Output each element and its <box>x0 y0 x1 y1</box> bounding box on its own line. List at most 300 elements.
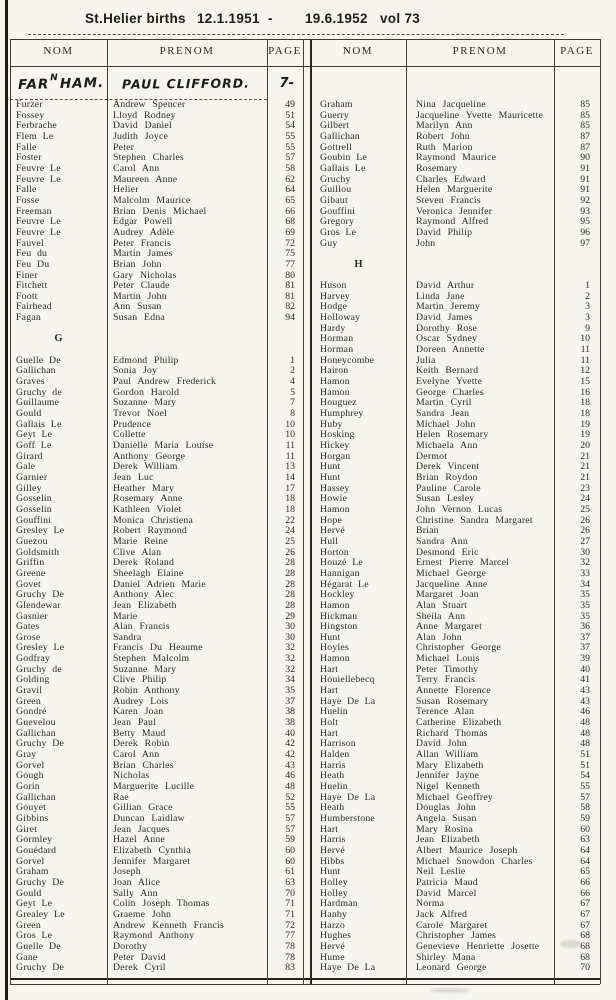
prenom-cell: Patricia Maud <box>416 876 478 888</box>
prenom-cell: Joseph <box>113 866 141 878</box>
page-cell <box>554 260 600 271</box>
nom-cell: Feu du <box>16 248 48 260</box>
nom-cell: Gouédard <box>16 844 57 856</box>
nom-cell: Gormley <box>16 834 53 846</box>
page-cell: 23 <box>580 482 590 494</box>
page-cell: 35 <box>580 599 590 611</box>
nom-cell: Hoyles <box>320 642 349 654</box>
nom-cell: Hosking <box>320 429 355 441</box>
nom-cell: Holt <box>320 717 339 729</box>
page-cell: 58 <box>580 802 590 814</box>
page-cell: 2 <box>585 290 590 302</box>
table-row <box>10 260 303 271</box>
prenom-cell: Nigel Kenneth <box>416 781 481 792</box>
page-cell: 77 <box>285 930 295 942</box>
page-cell: 25 <box>285 535 295 547</box>
prenom-cell: Charles Edward <box>416 173 486 185</box>
prenom-cell: Helier <box>113 184 139 196</box>
page-cell: 68 <box>580 940 590 952</box>
prenom-cell: Clive Philip <box>113 674 167 686</box>
page-cell: 32 <box>580 557 590 569</box>
prenom-cell: David John <box>416 738 467 750</box>
nom-cell: Hamon <box>320 599 350 611</box>
page-cell: 28 <box>285 557 295 569</box>
table-rule-vertical <box>303 39 304 984</box>
nom-cell: Hamon <box>320 376 350 388</box>
page-cell: 69 <box>285 226 295 238</box>
prenom-cell: Dorothy <box>113 940 148 952</box>
page-cell: 64 <box>285 184 295 196</box>
prenom-cell: Douglas John <box>416 802 477 814</box>
page-cell: 8 <box>290 408 295 420</box>
prenom-cell: Susan Rosemary <box>416 695 489 707</box>
table-row <box>311 505 600 516</box>
nom-cell: Hardman <box>320 898 358 910</box>
table-row <box>10 878 303 889</box>
page-cell: 58 <box>285 162 295 174</box>
prenom-cell: David Philip <box>416 226 473 238</box>
nom-cell: Gruchy De <box>16 738 65 750</box>
prenom-cell: Sandra Jean <box>416 408 470 420</box>
page-cell: 10 <box>285 418 295 430</box>
prenom-cell: Stephen Malcolm <box>113 653 190 665</box>
date-range-separator: - <box>268 11 273 26</box>
prenom-cell: Terry Francis <box>416 674 475 686</box>
nom-cell: Finer <box>16 269 38 281</box>
prenom-cell: Peter Timothy <box>416 663 479 675</box>
page-cell: 57 <box>285 823 295 835</box>
nom-cell: Glendewar <box>16 599 61 611</box>
page-cell: 30 <box>285 621 295 633</box>
prenom-cell: Jean Paul <box>113 717 157 729</box>
date-range-start: 12.1.1951 <box>197 11 260 26</box>
nom-cell: Goff Le <box>16 440 52 451</box>
prenom-cell: Danielle Maria Louise <box>113 440 214 451</box>
prenom-cell: Helen Marguerite <box>416 184 493 196</box>
page-cell: 85 <box>580 99 590 110</box>
page-cell: 22 <box>285 514 295 526</box>
prenom-cell: Malcolm Maurice <box>113 194 191 206</box>
page-cell: 39 <box>580 653 590 665</box>
page-cell: 3 <box>585 301 590 313</box>
table-row <box>10 228 303 239</box>
table-row <box>311 441 600 452</box>
nom-cell: Hart <box>320 727 339 739</box>
nom-cell: Gros Le <box>16 930 53 942</box>
prenom-cell: Rae <box>113 791 129 803</box>
page-cell: 28 <box>285 578 295 590</box>
prenom-cell: Marguerite Lucille <box>113 781 195 792</box>
nom-cell: Guelle De <box>16 940 61 952</box>
nom-cell: Gilley <box>16 482 42 494</box>
nom-cell: Hervé <box>320 525 345 537</box>
prenom-cell: Judith Joyce <box>113 130 169 142</box>
prenom-cell: Norma <box>416 898 445 910</box>
nom-cell: Hervé <box>320 844 345 856</box>
prenom-cell: Alan Francis <box>113 621 170 633</box>
nom-cell: Hervé <box>320 940 345 952</box>
nom-cell: Hope <box>320 514 343 526</box>
page-cell: 32 <box>285 642 295 654</box>
prenom-cell: Brian Charles <box>113 759 174 771</box>
page-cell: 63 <box>580 834 590 846</box>
nom-cell: Gorvel <box>16 759 45 771</box>
prenom-cell: Peter David <box>113 951 166 963</box>
page-cell <box>554 249 600 260</box>
nom-cell: Harrison <box>320 738 356 750</box>
page-cell: 18 <box>285 503 295 515</box>
page-cell: 33 <box>580 567 590 579</box>
prenom-cell: Nicholas <box>113 770 150 782</box>
prenom-cell: Ann Susan <box>113 301 162 313</box>
nom-cell: Horgan <box>320 450 351 462</box>
nom-cell: Gresley Le <box>16 525 65 537</box>
nom-cell: Gallichan <box>16 791 56 803</box>
page-cell: 65 <box>285 194 295 206</box>
page-cell: 11 <box>285 450 295 462</box>
nom-cell: Harris <box>320 834 346 846</box>
page-cell: 54 <box>580 770 590 782</box>
page-cell: 81 <box>285 290 295 302</box>
nom-cell: Green <box>16 919 41 931</box>
nom-cell: Garnier <box>16 471 48 483</box>
nom-cell: Goldsmith <box>16 546 60 558</box>
nom-cell: Falle <box>16 141 37 153</box>
page-cell: 37 <box>580 642 590 654</box>
page-cell: 67 <box>580 919 590 931</box>
nom-cell: Huelin <box>320 706 348 718</box>
nom-cell: Hairon <box>320 365 349 377</box>
prenom-cell: Paul Andrew Frederick <box>113 376 217 388</box>
page-cell: 71 <box>285 908 295 920</box>
prenom-cell: Genevieve Henriette Josette <box>416 940 540 952</box>
prenom-cell: Colin Joseph Thomas <box>113 898 210 910</box>
table-row <box>10 420 303 431</box>
prenom-cell: Oscar Sydney <box>416 333 478 345</box>
page-cell: 35 <box>285 685 295 697</box>
table-bottom-rule <box>10 978 600 980</box>
page-cell: 49 <box>285 99 295 110</box>
table-row <box>10 132 303 143</box>
page-cell: 26 <box>285 546 295 558</box>
page-cell: 66 <box>580 887 590 899</box>
prenom-cell: Allan William <box>416 749 479 761</box>
prenom-cell: Richard Thomas <box>416 727 488 739</box>
prenom-cell: Sandra Ann <box>416 535 468 547</box>
handwritten-entry-row <box>10 68 303 99</box>
page-cell: 38 <box>285 717 295 729</box>
column-header-prenom-left: PRENOM <box>159 45 215 57</box>
prenom-cell: Michael Geoffrey <box>416 791 493 803</box>
page-cell: 2 <box>290 365 295 377</box>
page-cell: 15 <box>580 376 590 388</box>
prenom-cell: Duncan Laidlaw <box>113 812 185 824</box>
nom-cell: Gorin <box>16 781 40 792</box>
nom-cell: Hunt <box>320 866 341 878</box>
table-row <box>311 196 600 207</box>
prenom-cell: David Arthur <box>416 280 475 292</box>
page-cell: 21 <box>580 461 590 473</box>
nom-cell: Foster <box>16 152 42 164</box>
table-row <box>311 878 600 889</box>
page-cell <box>554 271 600 282</box>
prenom-cell: Desmond Eric <box>416 546 479 558</box>
table-row <box>311 164 600 175</box>
page-cell: 34 <box>580 578 590 590</box>
prenom-cell: Collette <box>113 429 146 441</box>
page-cell: 67 <box>580 898 590 910</box>
prenom-cell: Peter Francis <box>113 237 172 249</box>
page-cell: 24 <box>285 525 295 537</box>
page-cell: 87 <box>580 141 590 153</box>
prenom-cell: Neil Leslie <box>416 866 466 878</box>
page-cell: 18 <box>580 397 590 409</box>
nom-cell: Hart <box>320 685 339 697</box>
table-row <box>311 228 600 239</box>
nom-cell: Furzer <box>16 99 43 110</box>
nom-cell: Fossey <box>16 109 45 121</box>
nom-cell: Flem Le <box>16 130 54 142</box>
page-title: St.Helier births <box>85 11 186 26</box>
page-cell: 55 <box>285 130 295 142</box>
table-row <box>10 761 303 772</box>
table-row <box>10 334 303 345</box>
prenom-cell: Michael Snowdon Charles <box>416 855 533 867</box>
table-row <box>311 963 600 974</box>
prenom-cell: Robin Anthony <box>113 685 180 697</box>
page-cell: 7 <box>290 397 295 409</box>
page-cell: 29 <box>285 610 295 622</box>
nom-cell: Gallichan <box>16 727 56 739</box>
nom-cell: Gruchy <box>320 173 351 185</box>
prenom-cell: Elizabeth Cynthia <box>113 844 191 856</box>
prenom-cell: Anthony Alec <box>113 589 175 601</box>
prenom-cell: Marie <box>113 610 138 622</box>
page-cell: 36 <box>580 621 590 633</box>
page-cell: 59 <box>285 834 295 846</box>
nom-cell: Gottrell <box>320 141 353 153</box>
page-cell: 78 <box>285 951 295 963</box>
nom-cell: Halden <box>320 749 350 761</box>
nom-cell: Houguez <box>320 397 357 409</box>
prenom-cell: Veronica Jennifer <box>416 205 493 217</box>
nom-cell: Guerry <box>320 109 349 121</box>
nom-cell: Gondré <box>16 706 47 718</box>
prenom-cell: Michael John <box>416 418 476 430</box>
page-cell: 54 <box>285 120 295 132</box>
nom-cell: Gorvel <box>16 855 45 867</box>
prenom-cell: Michael Louis <box>416 653 480 665</box>
nom-cell: Golding <box>16 674 50 686</box>
nom-cell: Gould <box>16 408 42 420</box>
table-row <box>10 313 303 324</box>
table-row <box>10 601 303 612</box>
nom-cell: Geyt Le <box>16 898 53 910</box>
nom-cell: Gould <box>16 887 42 899</box>
page-cell: 68 <box>580 951 590 963</box>
nom-cell: Gros Le <box>320 226 357 238</box>
prenom-cell: Shirley Mana <box>416 951 476 963</box>
prenom-cell <box>406 249 554 260</box>
table-row <box>311 569 600 580</box>
page-cell: 37 <box>580 631 590 643</box>
prenom-cell: Martin John <box>113 290 167 302</box>
prenom-cell: Angela Susan <box>416 812 477 824</box>
page-cell: 35 <box>580 610 590 622</box>
prenom-cell: Christopher James <box>416 930 497 942</box>
prenom-cell <box>107 324 267 335</box>
page-cell: 30 <box>580 546 590 558</box>
nom-cell: Grealey Le <box>16 908 65 920</box>
prenom-cell: Derek William <box>113 461 178 473</box>
nom-cell: Hull <box>320 535 339 547</box>
prenom-cell: Robert John <box>416 130 470 142</box>
prenom-cell: Audrey Adèle <box>113 226 175 238</box>
prenom-cell: Graeme John <box>113 908 172 920</box>
table-row <box>10 846 303 857</box>
table-row <box>10 622 303 633</box>
prenom-cell: Derek Roland <box>113 557 175 569</box>
prenom-cell: Raymond Anthony <box>113 930 195 942</box>
page-cell: 68 <box>285 216 295 228</box>
page-cell <box>267 345 303 356</box>
nom-cell: Fairhead <box>16 301 52 313</box>
prenom-cell: Raymond Maurice <box>416 152 497 164</box>
page-cell: 11 <box>580 344 590 356</box>
nom-cell: Hégarat Le <box>320 578 369 590</box>
prenom-cell: Steven Francis <box>416 194 481 206</box>
page-cell: 52 <box>285 791 295 803</box>
nom-cell: Houzé Le <box>320 557 363 569</box>
prenom-cell: Joan Alice <box>113 876 161 888</box>
prenom-cell: Sandra <box>113 631 142 643</box>
page-cell: 65 <box>580 866 590 878</box>
page-cell: 18 <box>580 408 590 420</box>
prenom-cell: Doreen Annette <box>416 344 485 356</box>
prenom-cell: Jennifer Jayne <box>416 770 480 782</box>
prenom-cell: Marilyn Ann <box>416 120 473 132</box>
right-table-body <box>311 100 600 974</box>
table-row <box>10 505 303 516</box>
prenom-cell: Monica Christiena <box>113 514 194 526</box>
page-cell: 32 <box>285 663 295 675</box>
nom-cell: Gruchy de <box>16 663 62 675</box>
page-cell: 24 <box>580 493 590 505</box>
table-row <box>311 601 600 612</box>
prenom-cell: Martin Cyril <box>416 397 472 409</box>
table-row <box>10 164 303 175</box>
page-cell: 10 <box>580 333 590 345</box>
nom-cell: G <box>54 333 63 345</box>
page-cell: 68 <box>580 930 590 942</box>
column-header-page-right: PAGE <box>560 45 594 57</box>
nom-cell: Hughes <box>320 930 352 942</box>
page-cell: 46 <box>285 770 295 782</box>
nom-cell: Grose <box>16 631 41 643</box>
prenom-cell: Sally Ann <box>113 887 158 899</box>
nom-cell: Ferbrache <box>16 120 57 132</box>
prenom-cell: Audrey Lois <box>113 695 169 707</box>
nom-cell: Feuvre Le <box>16 216 61 228</box>
page-cell: 43 <box>580 695 590 707</box>
prenom-cell: Catherine Elizabeth <box>416 717 502 729</box>
table-row <box>10 196 303 207</box>
page-cell: 95 <box>580 216 590 228</box>
prenom-cell: Ruth Marion <box>416 141 473 153</box>
prenom-cell: Betty Maud <box>113 727 166 739</box>
nom-cell: Gilbert <box>320 120 350 132</box>
page-cell: 1 <box>290 354 295 366</box>
page-cell: 5 <box>290 386 295 398</box>
nom-cell: Graham <box>320 99 353 110</box>
nom-cell: Harzo <box>320 919 345 931</box>
handwritten-page: 7- <box>279 76 294 91</box>
page-cell: 57 <box>285 152 295 164</box>
prenom-cell: Brian Roydon <box>416 471 478 483</box>
prenom-cell: Rosemary <box>416 162 458 174</box>
nom-cell: Graham <box>16 866 49 878</box>
prenom-cell: Maureen Anne <box>113 173 178 185</box>
page-cell: 72 <box>285 237 295 249</box>
nom-cell: Hingston <box>320 621 358 633</box>
nom-cell: Gallichan <box>320 130 360 142</box>
page-cell: 16 <box>580 386 590 398</box>
inserted-letter: N <box>50 72 59 83</box>
prenom-cell: Suzanne Mary <box>113 397 177 409</box>
nom-cell: Freeman <box>16 205 52 217</box>
prenom-cell: Nina Jacqueline <box>416 99 486 110</box>
page-cell: 19 <box>580 429 590 441</box>
page-cell <box>267 324 303 335</box>
nom-cell: Heath <box>320 802 345 814</box>
nom-cell: Gravil <box>16 685 43 697</box>
volume-label: vol 73 <box>380 11 421 26</box>
prenom-cell: Leonard George <box>416 962 487 974</box>
prenom-cell: Martin Jeremy <box>416 301 481 313</box>
nom-cell: Guillou <box>320 184 352 196</box>
page-cell: 3 <box>585 312 590 324</box>
nom-cell: Fosse <box>16 194 40 206</box>
page-cell: 37 <box>285 695 295 707</box>
nom-cell: Gale <box>16 461 36 473</box>
nom-cell: Houiellebecq <box>320 674 375 686</box>
nom-cell: Gouyet <box>16 802 47 814</box>
prenom-cell: Raymond Alfred <box>416 216 489 228</box>
page-cell: 66 <box>285 205 295 217</box>
prenom-cell: Trevor Noel <box>113 408 168 420</box>
page-cell: 11 <box>285 440 295 451</box>
page-cell: 67 <box>580 908 590 920</box>
prenom-cell: Mary Rosina <box>416 823 474 835</box>
prenom-cell: Brian John <box>113 258 162 270</box>
page-cell: 55 <box>285 141 295 153</box>
nom-cell: Hunt <box>320 461 341 473</box>
table-row <box>311 846 600 857</box>
page-cell: 57 <box>285 812 295 824</box>
table-row <box>311 537 600 548</box>
column-header-prenom-right: PRENOM <box>452 45 508 57</box>
page-cell: 41 <box>580 674 590 686</box>
nom-cell: Gane <box>16 951 38 963</box>
table-row <box>311 942 600 953</box>
nom-cell: Falle <box>16 184 37 196</box>
nom-cell: Goubin Le <box>320 152 367 164</box>
nom-cell: Hibbs <box>320 855 345 867</box>
prenom-cell: Susan Edna <box>113 312 165 324</box>
table-row <box>311 516 600 527</box>
prenom-cell: Keith Bernard <box>416 365 479 377</box>
prenom-cell: Stephen Charles <box>113 152 184 164</box>
